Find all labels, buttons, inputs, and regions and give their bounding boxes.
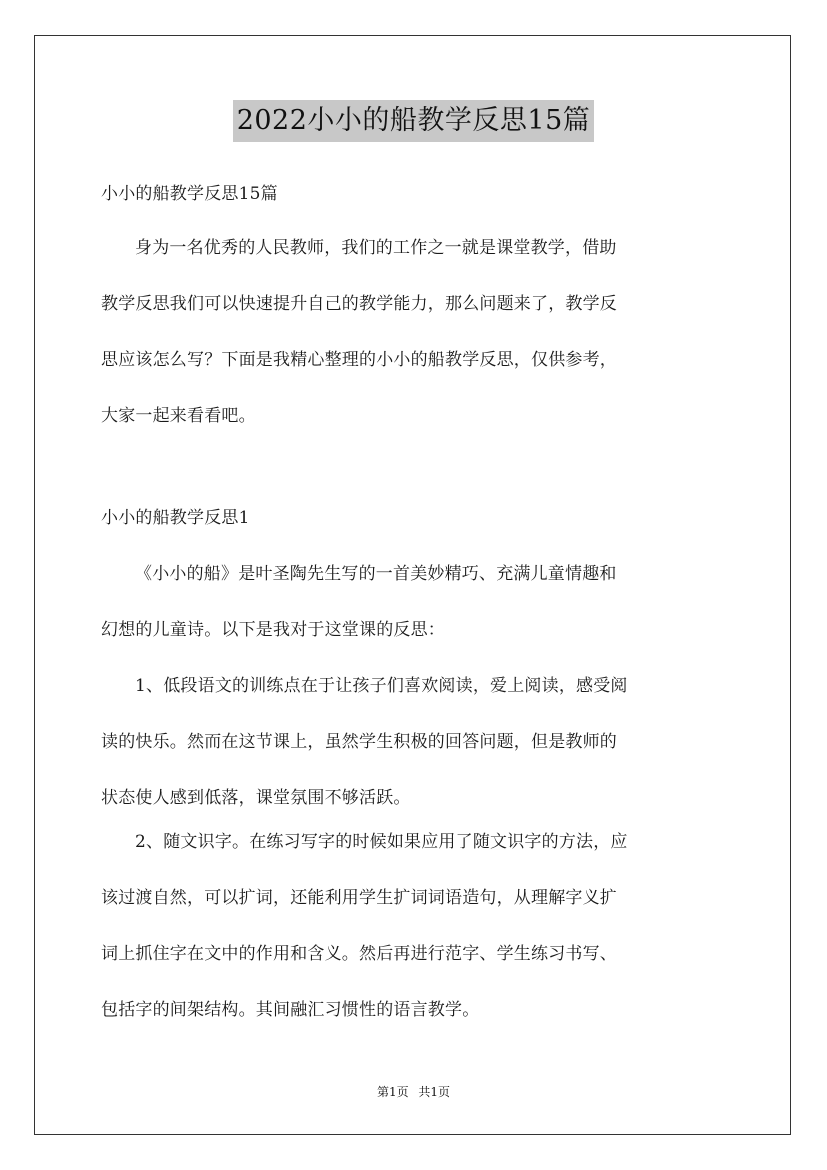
paragraph-line: 身为一名优秀的人民教师，我们的工作之一就是课堂教学，借助: [135, 238, 617, 258]
page-footer: [0, 1082, 827, 1102]
section1-paragraph-1: [101, 546, 731, 658]
paragraph-line: 大家一起来看看吧。: [101, 406, 256, 426]
paragraph-line: 1、低段语文的训练点在于让孩子们喜欢阅读，爱上阅读，感受阅: [135, 676, 628, 696]
title-container: [0, 100, 827, 142]
paragraph-line: 读的快乐。然而在这节课上，虽然学生积极的回答问题，但是教师的: [101, 732, 617, 752]
page-number-current: 第1页: [376, 1085, 409, 1099]
document-title: 2022小小的船教学反思15篇: [233, 100, 595, 142]
subtitle-block: [101, 176, 731, 212]
paragraph-line: 教学反思我们可以快速提升自己的教学能力，那么问题来了，教学反: [101, 294, 617, 314]
section-heading-block: [101, 500, 731, 536]
paragraph-line: 状态使人感到低落，课堂氛围不够活跃。: [101, 788, 411, 808]
paragraph-line: 思应该怎么写？下面是我精心整理的小小的船教学反思，仅供参考，: [101, 350, 617, 370]
section1-paragraph-2: [101, 658, 731, 826]
paragraph-line: 词上抓住字在文中的作用和含义。然后再进行范字、学生练习书写、: [101, 944, 617, 964]
section1-paragraph-3: [101, 814, 731, 1038]
paragraph-line: 该过渡自然，可以扩词，还能利用学生扩词词语造句，从理解字义扩: [101, 888, 617, 908]
document-subtitle: 小小的船教学反思15篇: [101, 184, 278, 204]
section-heading: 小小的船教学反思1: [101, 508, 250, 528]
paragraph-line: 2、随文识字。在练习写字的时候如果应用了随文识字的方法，应: [135, 832, 628, 852]
paragraph-line: 包括字的间架结构。其间融汇习惯性的语言教学。: [101, 1000, 480, 1020]
page-number-total: 共1页: [418, 1085, 451, 1099]
intro-paragraph: [101, 220, 731, 444]
paragraph-line: 《小小的船》是叶圣陶先生写的一首美妙精巧、充满儿童情趣和: [135, 564, 617, 584]
paragraph-line: 幻想的儿童诗。以下是我对于这堂课的反思：: [101, 620, 445, 640]
